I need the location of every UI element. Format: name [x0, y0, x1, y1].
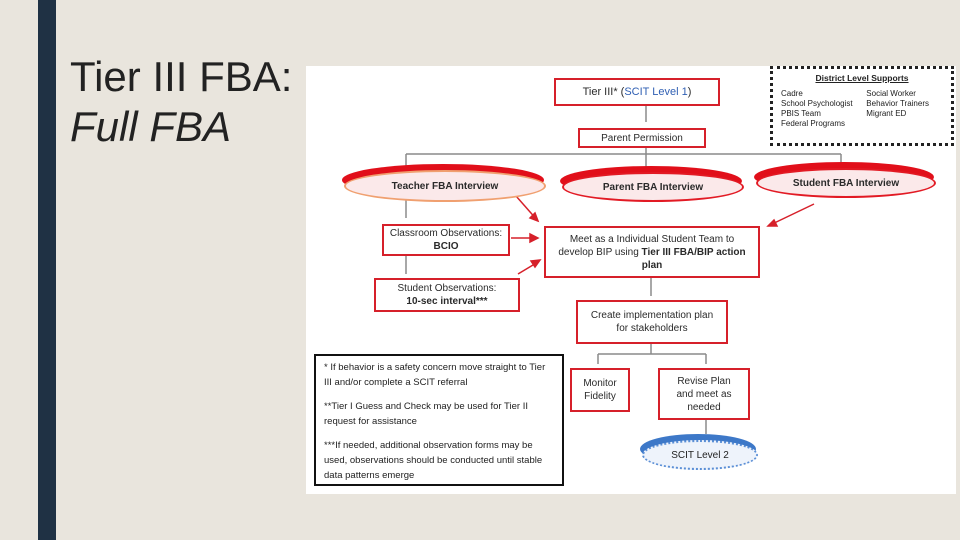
teacher-interview-ellipse: Teacher FBA Interview	[344, 170, 546, 202]
title-line-2: Full FBA	[70, 103, 232, 150]
district-col-2: Social Worker Behavior Trainers Migrant ED	[866, 89, 929, 118]
tier3-box	[554, 78, 720, 106]
parent-interview-ellipse: Parent FBA Interview	[562, 172, 744, 202]
monitor-fidelity-box: Monitor Fidelity	[570, 368, 630, 412]
parent-permission-box: Parent Permission	[578, 128, 706, 148]
classroom-observations-box: Classroom Observations: BCIO	[382, 224, 510, 256]
district-col-1: Cadre School Psychologist PBIS Team Federal Programs	[781, 89, 853, 128]
footnote-2: **Tier I Guess and Check may be used for Tier II request for assistance	[324, 401, 528, 427]
scit-level-2-ellipse: SCIT Level 2	[642, 440, 758, 470]
left-accent-bar	[38, 0, 56, 540]
slide-title	[70, 52, 292, 152]
team-meeting-box: Meet as a Individual Student Team to develop BIP using Tier III FBA/BIP action plan	[544, 226, 760, 278]
tier3-link: SCIT Level 1	[624, 85, 688, 98]
revise-plan-box: Revise Plan and meet as needed	[658, 368, 750, 420]
student-observations-box: Student Observations: 10-sec interval***	[374, 278, 520, 312]
footnote-3: ***If needed, additional observation forms may be used, observations should be conducted until stable data patterns emerge	[324, 440, 543, 481]
district-heading: District Level Supports	[815, 73, 909, 83]
tier3-suffix: )	[687, 85, 692, 98]
implementation-plan-box: Create implementation plan for stakeholders	[576, 300, 728, 344]
footnote-1: * If behavior is a safety concern move straight to Tier III and/or complete a SCIT referral	[324, 362, 546, 388]
flowchart-panel	[306, 66, 956, 494]
title-line-1: Tier III FBA:	[70, 53, 293, 100]
student-interview-ellipse: Student FBA Interview	[756, 168, 936, 198]
district-supports-box	[770, 66, 954, 146]
footnotes-box	[314, 354, 564, 486]
tier3-prefix: Tier III* (	[582, 85, 625, 98]
